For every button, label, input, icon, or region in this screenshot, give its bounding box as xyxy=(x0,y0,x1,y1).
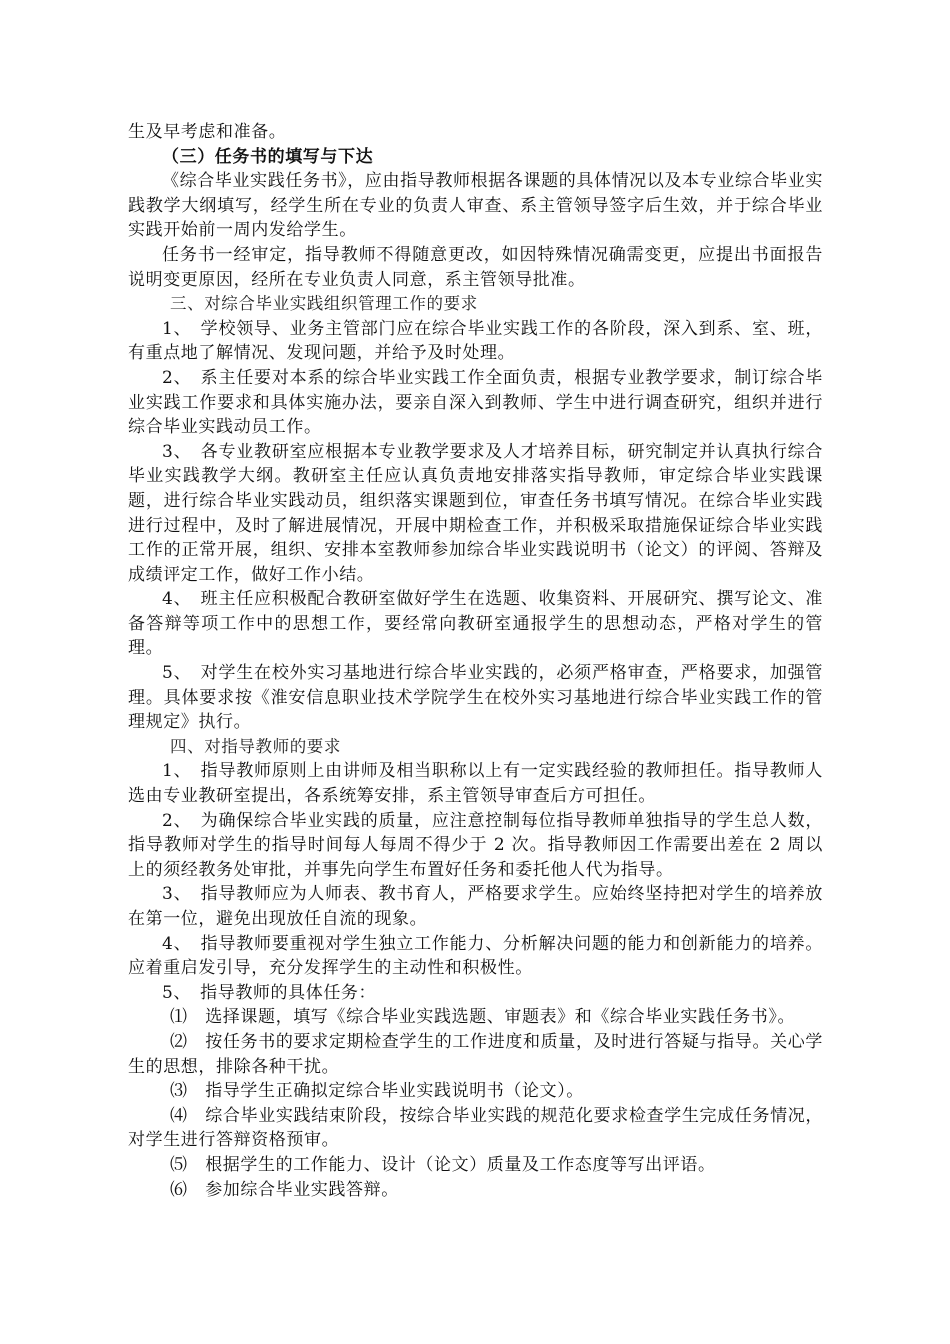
document-page xyxy=(128,120,823,1202)
paragraph-continuation: 生及早考虑和准备。 xyxy=(128,122,287,142)
sub-item-task-5: ⑸ 根据学生的工作能力、设计（论文）质量及工作态度等写出评语。 xyxy=(170,1154,716,1175)
list-item-teacher-1: 1、 指导教师原则上由讲师及相当职称以上有一定实践经验的教师担任。指导教师人选由专业教研室提出，各系统筹安排，系主管领导审查后方可担任。 xyxy=(128,761,823,807)
sub-item-task-1: ⑴ 选择课题，填写《综合毕业实践选题、审题表》和《综合毕业实践任务书》。 xyxy=(170,1007,796,1028)
section-heading-organization: 三、对综合毕业实践组织管理工作的要求 xyxy=(170,294,478,314)
list-item-org-2: 2、 系主任要对本系的综合毕业实践工作全面负责，根据专业教学要求，制订综合毕业实践工作要求和具体实施办法，要亲自深入到教师、学生中进行调查研究，组织并进行综合毕业实践动员工作。 xyxy=(128,367,823,438)
paragraph-task-book-change: 任务书一经审定，指导教师不得随意更改，如因特殊情况确需变更，应提出书面报告说明变更原因，经所在专业负责人同意，系主管领导批准。 xyxy=(128,244,823,290)
list-item-teacher-4: 4、 指导教师要重视对学生独立工作能力、分析解决问题的能力和创新能力的培养。应着重启发引导，充分发挥学生的主动性和积极性。 xyxy=(128,933,823,979)
paragraph-task-book-fill: 《综合毕业实践任务书》，应由指导教师根据各课题的具体情况以及本专业综合毕业实践教学大纲填写，经学生所在专业的负责人审查、系主管领导签字后生效，并于综合毕业实践开始前一周内发给学生。 xyxy=(128,171,823,241)
sub-item-task-4: ⑷ 综合毕业实践结束阶段，按综合毕业实践的规范化要求检查学生完成任务情况，对学生进行答辩资格预审。 xyxy=(128,1105,823,1151)
list-item-org-3: 3、 各专业教研室应根据本专业教学要求及人才培养目标，研究制定并认真执行综合毕业实践教学大纲。教研室主任应认真负责地安排落实指导教师，审定综合毕业实践课题，进行综合毕业实践动员，组织落实课题到位，审查任务书填写情况。在综合毕业实践进行过程中，及时了解进展情况，开展中期检查工作，并积极采取措施保证综合毕业实践工作的正常开展，组织、安排本室教师参加综合毕业实践说明书（论文）的评阅、答辩及成绩评定工作，做好工作小结。 xyxy=(128,441,823,585)
sub-item-task-3: ⑶ 指导学生正确拟定综合毕业实践说明书（论文）。 xyxy=(170,1081,584,1102)
list-item-teacher-2: 2、 为确保综合毕业实践的质量，应注意控制每位指导教师单独指导的学生总人数，指导教师对学生的指导时间每人每周不得少于 2 次。指导教师因工作需要出差在 2 周以上的须经教务处审批，并事先向学生布置好任务和委托他人代为指导。 xyxy=(128,810,823,880)
section-heading-teachers: 四、对指导教师的要求 xyxy=(170,736,341,756)
list-item-teacher-5: 5、 指导教师的具体任务： xyxy=(162,982,377,1003)
list-item-teacher-3: 3、 指导教师应为人师表、教书育人，严格要求学生。应始终坚持把对学生的培养放在第一位，避免出现放任自流的现象。 xyxy=(128,884,823,929)
section-heading-task-book: （三）任务书的填写与下达 xyxy=(162,146,374,167)
list-item-org-4: 4、 班主任应积极配合教研室做好学生在选题、收集资料、开展研究、撰写论文、准备答辩等项工作中的思想工作，要经常向教研室通报学生的思想动态，严格对学生的管理。 xyxy=(128,589,823,659)
sub-item-task-6: ⑹ 参加综合毕业实践答辩。 xyxy=(170,1179,399,1200)
list-item-org-5: 5、 对学生在校外实习基地进行综合毕业实践的，必须严格审查，严格要求，加强管理。具体要求按《淮安信息职业技术学院学生在校外实习基地进行综合毕业实践工作的管理规定》执行。 xyxy=(128,663,823,733)
sub-item-task-2: ⑵ 按任务书的要求定期检查学生的工作进度和质量，及时进行答疑与指导。关心学生的思想，排除各种干扰。 xyxy=(128,1031,823,1077)
list-item-org-1: 1、 学校领导、业务主管部门应在综合毕业实践工作的各阶段，深入到系、室、班，有重点地了解情况、发现问题，并给予及时处理。 xyxy=(128,318,823,364)
